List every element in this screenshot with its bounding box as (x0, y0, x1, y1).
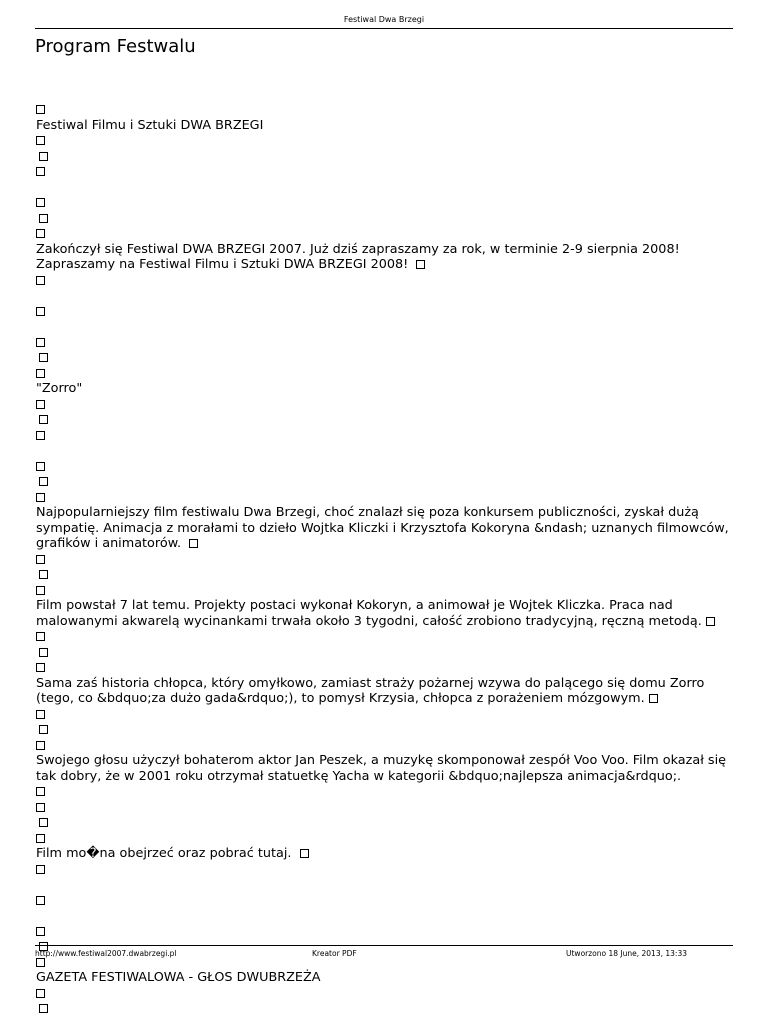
missing-glyph-icon (36, 710, 45, 719)
missing-glyph-icon (36, 105, 45, 114)
missing-glyph-icon (36, 787, 45, 796)
missing-glyph-icon (36, 741, 45, 750)
paragraph-production (36, 598, 736, 629)
page-header: Festiwal Dwa Brzegi (343, 15, 425, 24)
missing-glyph-icon (39, 725, 48, 734)
missing-glyph-icon (39, 1004, 48, 1013)
missing-glyph-icon (39, 818, 48, 827)
missing-glyph-icon (36, 229, 45, 238)
paragraph-download (36, 846, 736, 862)
missing-glyph-icon (36, 632, 45, 641)
missing-glyph-icon (36, 369, 45, 378)
download-text-start: Film mo (36, 846, 87, 861)
footer-created: Utworzono 18 June, 2013, 13:33 (566, 949, 687, 958)
missing-glyph-icon (36, 927, 45, 936)
paragraph-text: Film powstał 7 lat temu. Projekty postaci wykonał Kokoryn, a animował je Wojtek Kliczka. Praca nad malowanymi akwarelą wycinankami trwała około 3 tygodni, całość zrobiono tradycyjną, ręczną metodą. (36, 598, 702, 629)
missing-glyph-icon (189, 539, 198, 548)
missing-glyph-icon (39, 570, 48, 579)
missing-glyph-icon (36, 896, 45, 905)
missing-glyph-icon (649, 694, 658, 703)
gazeta-heading: GAZETA FESTIWALOWA - GŁOS DWUBRZEŻA (36, 970, 321, 985)
missing-glyph-icon (39, 415, 48, 424)
missing-glyph-icon (36, 834, 45, 843)
missing-glyph-icon (36, 803, 45, 812)
missing-glyph-icon (36, 198, 45, 207)
header-divider (35, 28, 733, 29)
missing-glyph-icon (36, 276, 45, 285)
paragraph-story (36, 676, 736, 707)
footer-creator: Kreator PDF (312, 949, 357, 958)
festival-name: Festiwal Filmu i Sztuki DWA BRZEGI (36, 117, 264, 133)
missing-glyph-icon (36, 167, 45, 176)
film-title: "Zorro" (36, 381, 83, 396)
announcement-text: Zakończył się Festiwal DWA BRZEGI 2007. Już dziś zapraszamy za rok, w terminie 2-9 sierpnia 2008! Zapraszamy na Festiwal Filmu i Sztuki DWA BRZEGI 2008! (36, 241, 680, 272)
paragraph-text: Najpopularniejszy film festiwalu Dwa Brzegi, choć znalazł się poza konkursem publiczności, zyskał dużą sympatię. Animacja z morałami to dzieło Wojtka Kliczki i Krzysztofa Kokoryna &ndash; uznanych filmowców, grafików i animatorów. (36, 505, 729, 551)
missing-glyph-icon (36, 338, 45, 347)
paragraph-voice: Swojego głosu użyczył bohaterom aktor Jan Peszek, a muzykę skomponował zespół Voo Voo. Film okazał się tak dobry, że w 2001 roku otrzymał statuetkę Yacha w kategorii &bdquo;najlepsza animacja&rdquo;. (36, 753, 726, 784)
missing-glyph-icon (36, 400, 45, 409)
missing-glyph-icon (39, 648, 48, 657)
footer-url: http://www.festiwal2007.dwabrzegi.pl (35, 949, 177, 958)
missing-glyph-icon (39, 477, 48, 486)
replacement-char: � (86, 846, 100, 861)
missing-glyph-icon (300, 849, 309, 858)
missing-glyph-icon (36, 462, 45, 471)
missing-glyph-icon (39, 214, 48, 223)
missing-glyph-icon (36, 136, 45, 145)
missing-glyph-icon (36, 663, 45, 672)
paragraph-popularity (36, 505, 736, 552)
missing-glyph-icon (39, 152, 48, 161)
article-body (36, 102, 736, 1017)
missing-glyph-icon (36, 989, 45, 998)
missing-glyph-icon (706, 617, 715, 626)
missing-glyph-icon (36, 431, 45, 440)
footer-divider (35, 945, 733, 946)
paragraph-text: Sama zaś historia chłopca, który omyłkowo, zamiast straży pożarnej wzywa do palącego się domu Zorro (tego, co &bdquo;za dużo gada&rdquo;), to pomysł Krzysia, chłopca z porażeniem mózgowym. (36, 675, 705, 706)
missing-glyph-icon (36, 555, 45, 564)
missing-glyph-icon (36, 493, 45, 502)
announcement-paragraph (36, 242, 736, 273)
page-title: Program Festwalu (35, 36, 196, 57)
missing-glyph-icon (36, 865, 45, 874)
missing-glyph-icon (36, 586, 45, 595)
download-text-end: na obejrzeć oraz pobrać tutaj. (99, 846, 292, 861)
missing-glyph-icon (36, 307, 45, 316)
missing-glyph-icon (36, 958, 45, 967)
missing-glyph-icon (39, 353, 48, 362)
missing-glyph-icon (416, 260, 425, 269)
